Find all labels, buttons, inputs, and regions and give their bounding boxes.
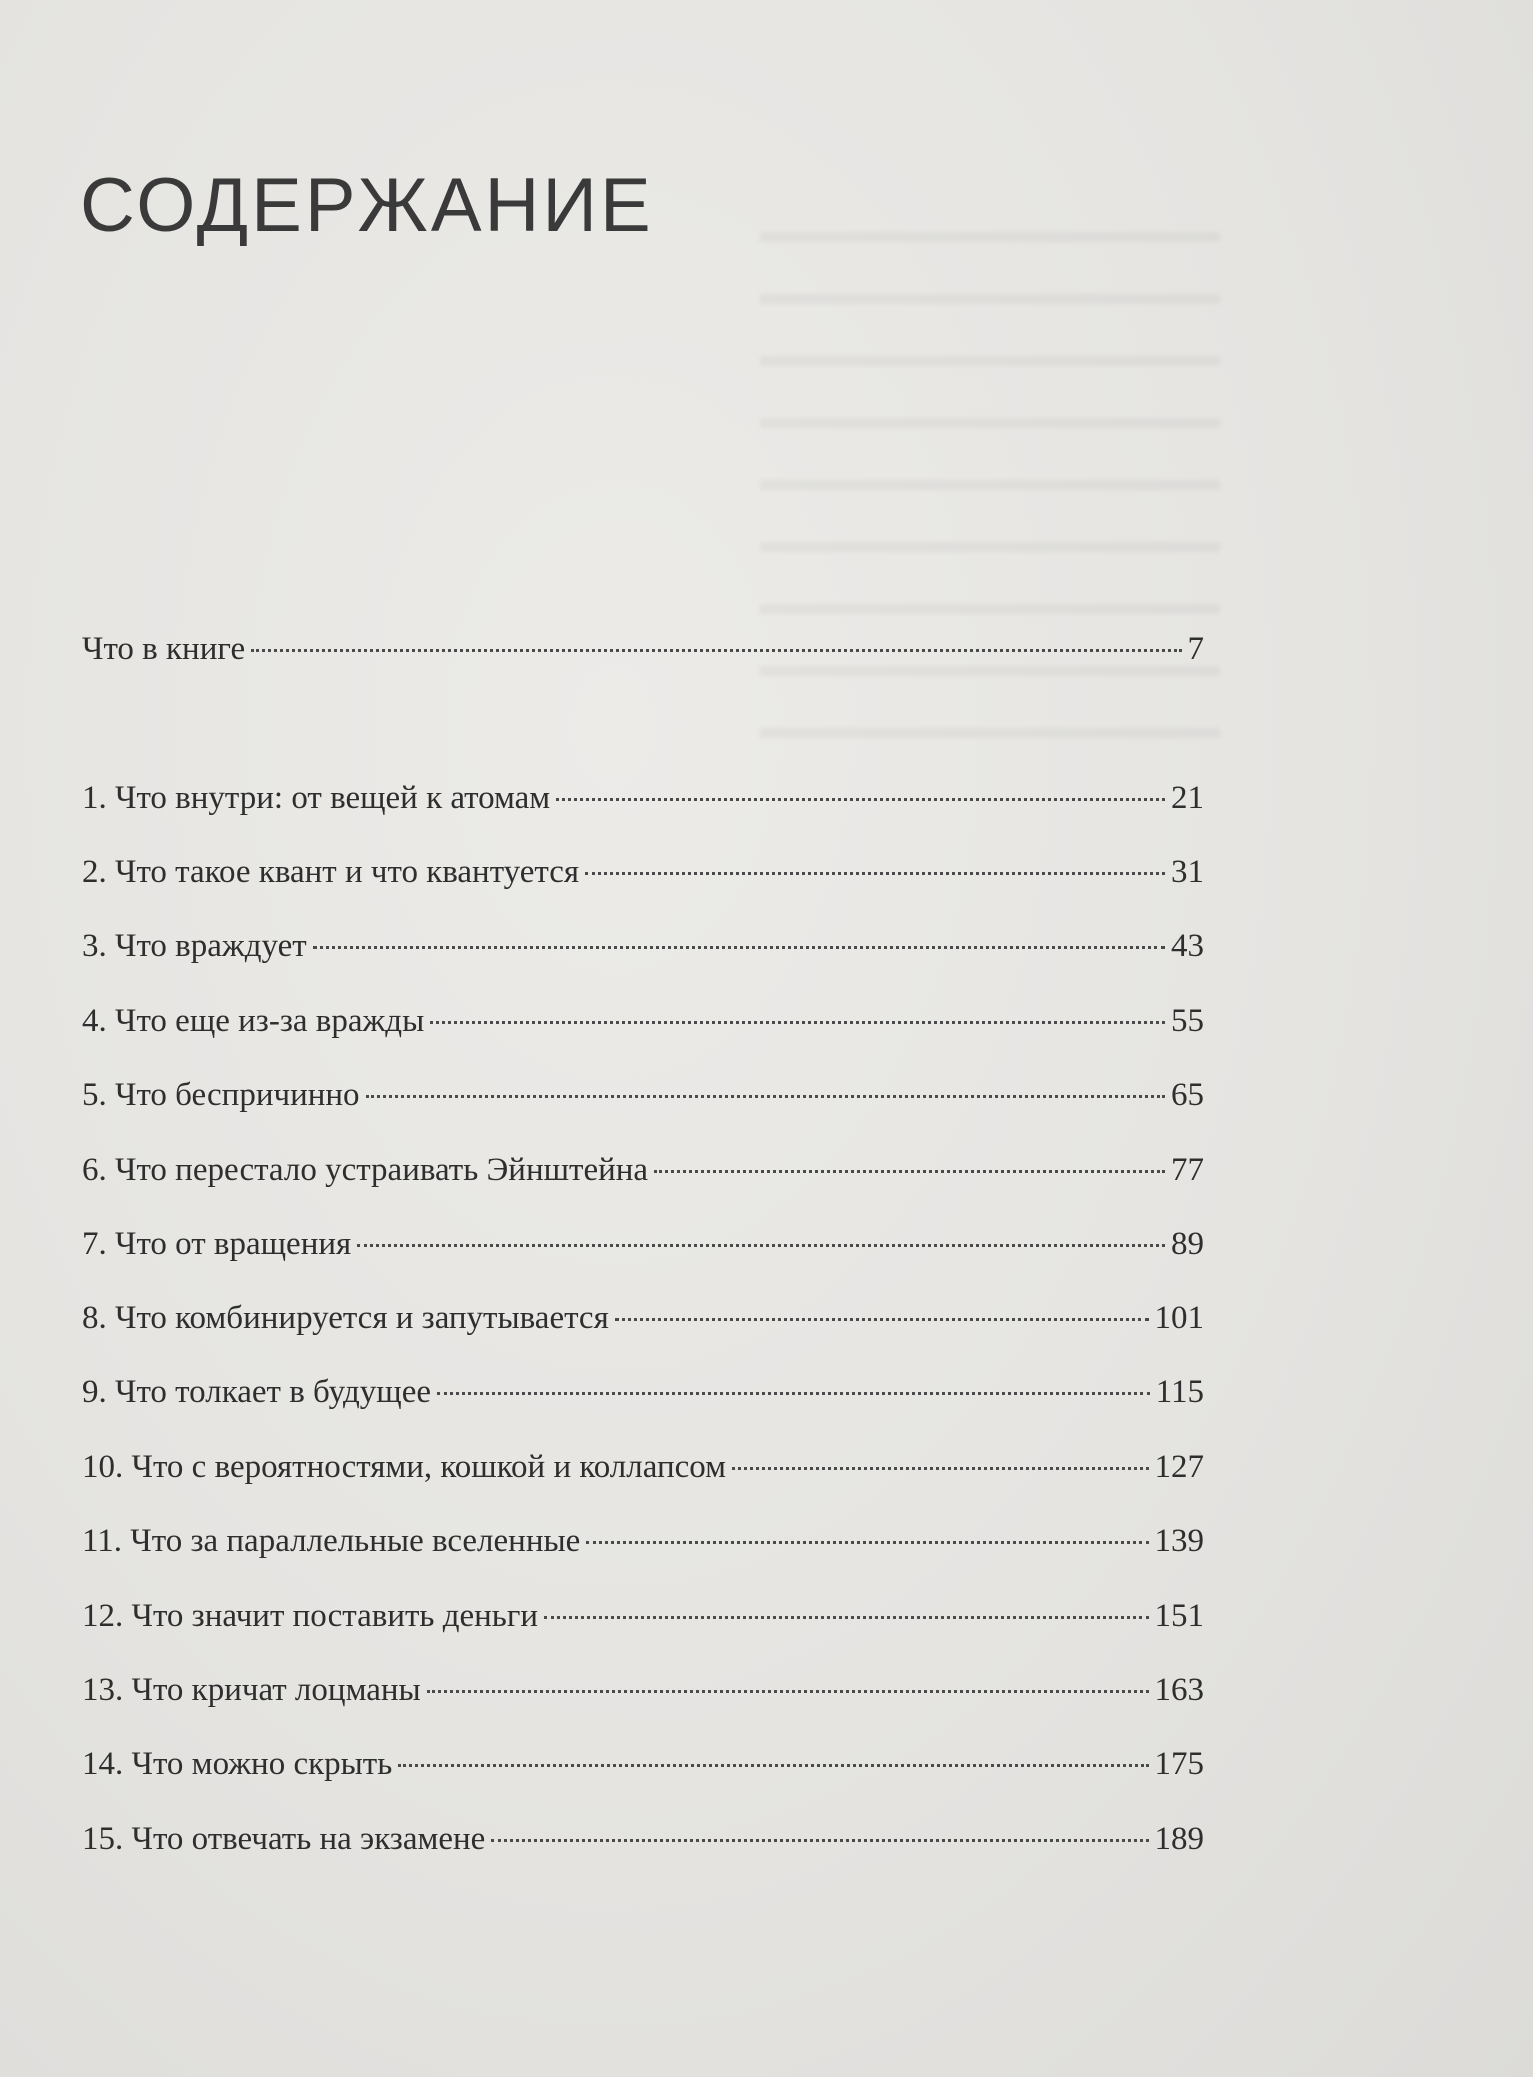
- dot-leader: [430, 1021, 1165, 1024]
- toc-entry-chapter-7: [82, 1224, 1204, 1264]
- dot-leader: [544, 1616, 1148, 1619]
- dot-leader: [615, 1318, 1149, 1321]
- toc-entry-page-number: 163: [1154, 1672, 1204, 1708]
- dot-leader: [313, 946, 1165, 949]
- dot-leader: [366, 1095, 1165, 1098]
- toc-entry-label: 7. Что от вращения: [82, 1226, 352, 1262]
- toc-entry-label: Что в книге: [82, 631, 246, 667]
- toc-entry-chapter-11: [82, 1521, 1204, 1561]
- toc-entry-page-number: 43: [1171, 928, 1204, 964]
- toc-entry-page-number: 89: [1171, 1226, 1204, 1262]
- toc-entry-chapter-10: [82, 1447, 1204, 1487]
- toc-entry-intro: [82, 629, 1204, 669]
- dot-leader: [654, 1170, 1165, 1173]
- dot-leader: [585, 872, 1165, 875]
- reverse-side-show-through: [760, 180, 1220, 760]
- toc-entry-chapter-8: [82, 1298, 1204, 1338]
- toc-entry-page-number: 139: [1154, 1523, 1204, 1559]
- toc-entry-chapter-5: [82, 1075, 1204, 1115]
- toc-entry-label: 2. Что такое квант и что квантуется: [82, 854, 580, 890]
- toc-entry-chapter-13: [82, 1670, 1204, 1710]
- toc-entry-page-number: 101: [1154, 1300, 1204, 1336]
- toc-entry-page-number: 21: [1171, 780, 1204, 816]
- toc-entry-chapter-4: [82, 1001, 1204, 1041]
- toc-entry-chapter-3: [82, 926, 1204, 966]
- toc-entry-label: 15. Что отвечать на экзамене: [82, 1821, 486, 1857]
- dot-leader: [427, 1690, 1149, 1693]
- dot-leader: [251, 649, 1181, 652]
- dot-leader: [491, 1839, 1148, 1842]
- dot-leader: [586, 1541, 1148, 1544]
- toc-entry-page-number: 31: [1171, 854, 1204, 890]
- toc-entry-chapter-15: [82, 1819, 1204, 1859]
- toc-entry-label: 11. Что за параллельные вселенные: [82, 1523, 581, 1559]
- toc-entry-page-number: 127: [1154, 1449, 1204, 1485]
- toc-entry-page-number: 7: [1187, 631, 1204, 667]
- toc-entry-label: 5. Что беспричинно: [82, 1077, 360, 1113]
- page-title: СОДЕРЖАНИЕ: [80, 163, 654, 248]
- toc-entry-chapter-6: [82, 1150, 1204, 1190]
- toc-entry-label: 13. Что кричат лоцманы: [82, 1672, 421, 1708]
- dot-leader: [357, 1244, 1165, 1247]
- toc-entry-page-number: 65: [1171, 1077, 1204, 1113]
- toc-entry-label: 8. Что комбинируется и запутывается: [82, 1300, 609, 1336]
- toc-entry-page-number: 175: [1154, 1746, 1204, 1782]
- toc-entry-label: 10. Что с вероятностями, кошкой и коллапсом: [82, 1449, 726, 1485]
- toc-entry-chapter-12: [82, 1596, 1204, 1636]
- toc-entry-page-number: 115: [1155, 1374, 1204, 1410]
- toc-entry-label: 9. Что толкает в будущее: [82, 1374, 431, 1410]
- toc-entry-page-number: 77: [1171, 1152, 1204, 1188]
- toc-entry-label: 12. Что значит поставить деньги: [82, 1598, 539, 1634]
- toc-entry-page-number: 151: [1154, 1598, 1204, 1634]
- toc-entry-page-number: 189: [1154, 1821, 1204, 1857]
- dot-leader: [556, 798, 1165, 801]
- toc-entry-label: 1. Что внутри: от вещей к атомам: [82, 780, 551, 816]
- dot-leader: [732, 1467, 1149, 1470]
- toc-entry-chapter-2: [82, 852, 1204, 892]
- toc-entry-label: 6. Что перестало устраивать Эйнштейна: [82, 1152, 649, 1188]
- toc-entry-label: 14. Что можно скрыть: [82, 1746, 393, 1782]
- toc-entry-chapter-14: [82, 1744, 1204, 1784]
- dot-leader: [398, 1764, 1148, 1767]
- toc-entry-page-number: 55: [1171, 1003, 1204, 1039]
- toc-entry-label: 3. Что враждует: [82, 928, 307, 964]
- toc-entry-label: 4. Что еще из-за вражды: [82, 1003, 425, 1039]
- dot-leader: [437, 1392, 1150, 1395]
- toc-entry-chapter-1: [82, 778, 1204, 818]
- toc-entry-chapter-9: [82, 1372, 1204, 1412]
